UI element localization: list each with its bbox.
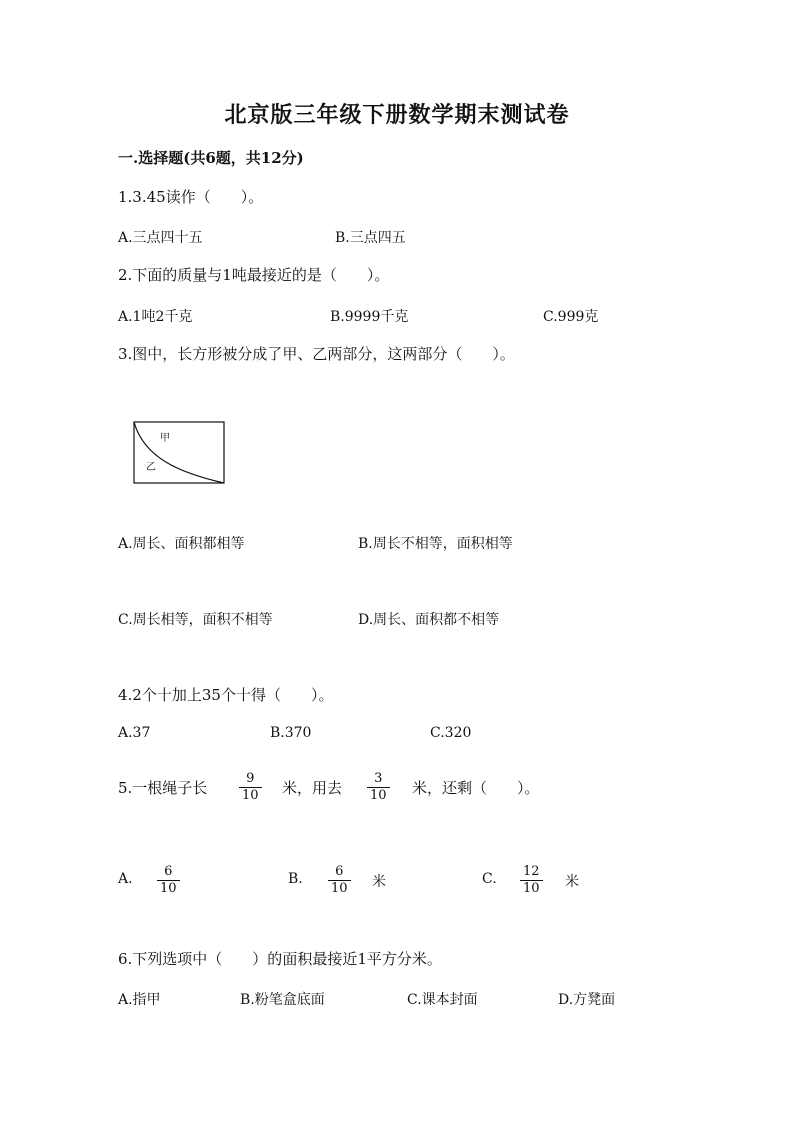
question-6-option-a: A.指甲 <box>118 992 161 1008</box>
fraction-numerator: 6 <box>335 864 344 879</box>
question-5-option-b-label: B. <box>288 871 303 887</box>
fraction-numerator: 3 <box>374 771 383 786</box>
question-5-option-c-fraction <box>520 864 543 897</box>
fraction-denominator: 10 <box>523 881 540 896</box>
question-4-option-a: A.37 <box>118 725 151 741</box>
question-3-option-c: C.周长相等，面积不相等 <box>118 612 273 628</box>
fraction-denominator: 10 <box>160 881 177 896</box>
question-5-text-3: 米，还剩（ ）。 <box>412 779 540 797</box>
question-5-text-2: 米，用去 <box>282 779 343 797</box>
question-4-stem: 4.2个十加上35个十得（ ）。 <box>118 686 334 704</box>
question-6-option-b: B.粉笔盒底面 <box>240 992 325 1008</box>
question-5-option-c-unit: 米 <box>565 874 579 890</box>
question-3-stem: 3.图中，长方形被分成了甲、乙两部分，这两部分（ ）。 <box>118 345 515 363</box>
fraction-numerator: 12 <box>523 864 540 879</box>
question-1-option-b: B.三点四五 <box>335 230 406 246</box>
fraction-numerator: 6 <box>164 864 173 879</box>
fraction-denominator: 10 <box>331 881 348 896</box>
figure-rectangle <box>134 422 224 483</box>
question-2-option-c: C.999克 <box>543 309 599 325</box>
figure-label-yi: 乙 <box>146 462 156 473</box>
question-4-option-c: C.320 <box>430 725 472 741</box>
section-heading: 一.选择题(共6题，共12分) <box>118 149 304 167</box>
question-3-figure <box>130 418 230 488</box>
question-2-option-a: A.1吨2千克 <box>118 309 193 325</box>
figure-curve <box>134 422 224 483</box>
question-6-stem: 6.下列选项中（ ）的面积最接近1平方分米。 <box>118 950 442 968</box>
question-5-fraction-total <box>239 771 262 804</box>
question-6-option-d: D.方凳面 <box>558 992 616 1008</box>
question-2-stem: 2.下面的质量与1吨最接近的是（ ）。 <box>118 266 390 284</box>
question-5-option-b-fraction <box>328 864 351 897</box>
question-1-option-a: A.三点四十五 <box>118 230 203 246</box>
figure-label-jia: 甲 <box>160 433 170 444</box>
question-3-option-d: D.周长、面积都不相等 <box>358 612 500 628</box>
question-3-option-b: B.周长不相等，面积相等 <box>358 536 513 552</box>
question-4-option-b: B.370 <box>270 725 312 741</box>
fraction-denominator: 10 <box>370 788 387 803</box>
question-5-option-b-unit: 米 <box>372 874 386 890</box>
question-5-text-1: 5.一根绳子长 <box>118 779 208 797</box>
question-5-option-a-label: A. <box>118 871 133 887</box>
question-5-option-c-label: C. <box>482 871 497 887</box>
fraction-denominator: 10 <box>242 788 259 803</box>
question-3-option-a: A.周长、面积都相等 <box>118 536 245 552</box>
question-6-option-c: C.课本封面 <box>407 992 478 1008</box>
question-1-stem: 1.3.45读作（ ）。 <box>118 188 264 206</box>
question-2-option-b: B.9999千克 <box>330 309 409 325</box>
question-5-option-a-fraction <box>157 864 180 897</box>
page-title: 北京版三年级下册数学期末测试卷 <box>224 102 570 128</box>
question-5-fraction-used <box>367 771 390 804</box>
fraction-numerator: 9 <box>246 771 255 786</box>
